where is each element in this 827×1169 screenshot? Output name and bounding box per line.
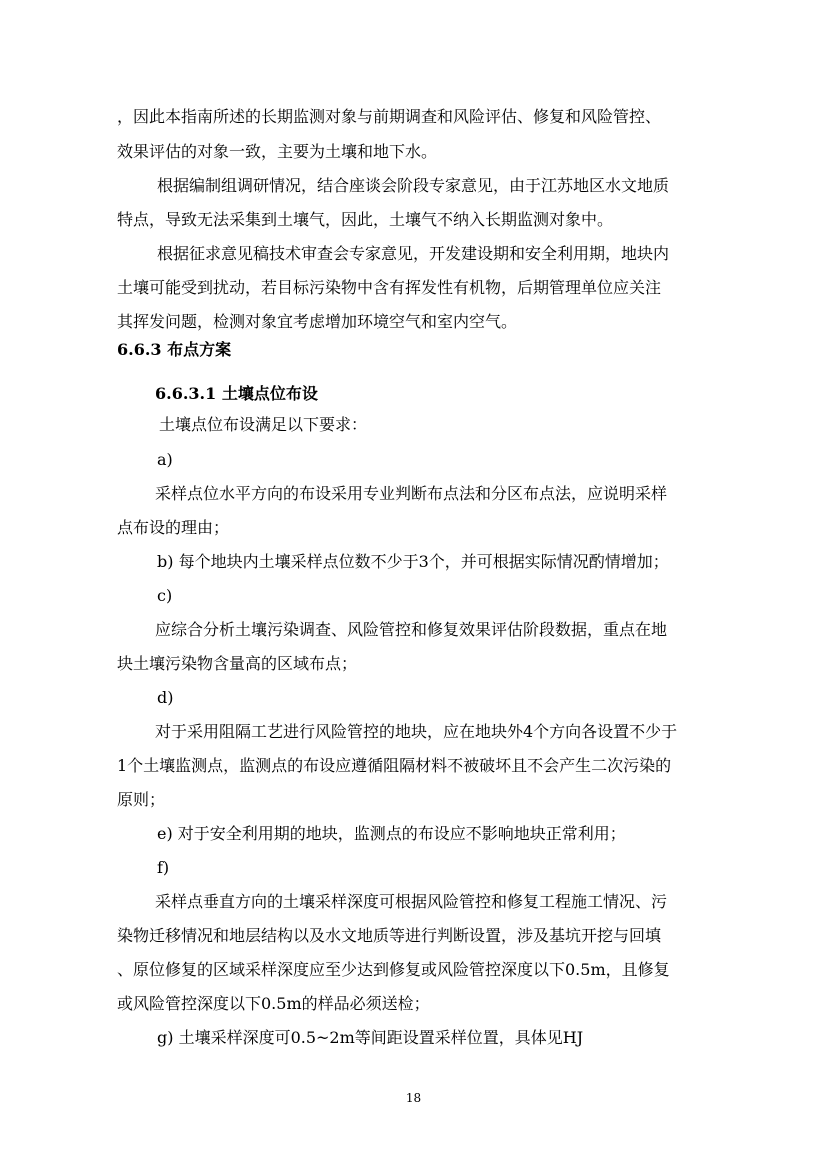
- list-item-f-line: 、原位修复的区域采样深度应至少达到修复或风险管控深度以下0.5m，且修复: [117, 960, 670, 979]
- list-item-d-line: 1个土壤监测点，监测点的布设应遵循阻隔材料不被破坏且不会产生二次污染的: [117, 756, 672, 775]
- paragraph-line: 其挥发问题，检测对象宜考虑增加环境空气和室内空气。: [117, 312, 518, 331]
- list-label-c: c): [157, 586, 173, 605]
- list-item-b: b) 每个地块内土壤采样点位数不少于3个，并可根据实际情况酌情增加；: [157, 552, 669, 571]
- list-item-f-line: 采样点垂直方向的土壤采样深度可根据风险管控和修复工程施工情况、污: [155, 892, 668, 911]
- list-item-a-line: 采样点位水平方向的布设采用专业判断布点法和分区布点法，应说明采样: [155, 484, 668, 503]
- list-label-a: a): [157, 450, 173, 469]
- list-item-c-line: 块土壤污染物含量高的区域布点；: [117, 654, 358, 673]
- list-label-d: d): [157, 688, 174, 707]
- paragraph-line: 效果评估的对象一致，主要为土壤和地下水。: [117, 142, 438, 161]
- paragraph-line: ，因此本指南所述的长期监测对象与前期调查和风险评估、修复和风险管控、: [117, 107, 662, 126]
- list-label-f: f): [157, 858, 170, 877]
- paragraph-line: 根据编制组调研情况，结合座谈会阶段专家意见，由于江苏地区水文地质: [157, 176, 670, 195]
- list-item-a-line: 点布设的理由；: [117, 518, 230, 537]
- paragraph-line: 根据征求意见稿技术审查会专家意见，开发建设期和安全利用期，地块内: [157, 244, 670, 263]
- list-item-g: g) 土壤采样深度可0.5~2m等间距设置采样位置，具体见HJ: [157, 1028, 584, 1047]
- page-number: 18: [405, 1091, 422, 1105]
- section-heading-6-6-3: 6.6.3 布点方案: [117, 340, 232, 359]
- list-item-d-line: 原则；: [117, 790, 166, 809]
- paragraph-line: 土壤可能受到扰动，若目标污染物中含有挥发性有机物，后期管理单位应关注: [117, 278, 662, 297]
- intro-text: 土壤点位布设满足以下要求：: [159, 415, 368, 434]
- section-heading-6-6-3-1: 6.6.3.1 土壤点位布设: [155, 384, 318, 403]
- list-item-d-line: 对于采用阻隔工艺进行风险管控的地块，应在地块外4个方向各设置不少于: [155, 722, 678, 741]
- list-item-f-line: 染物迁移情况和地层结构以及水文地质等进行判断设置，涉及基坑开挖与回填: [117, 926, 662, 945]
- list-item-f-line: 或风险管控深度以下0.5m的样品必须送检；: [117, 994, 430, 1013]
- list-item-e: e) 对于安全利用期的地块，监测点的布设应不影响地块正常利用；: [157, 824, 626, 843]
- list-item-c-line: 应综合分析土壤污染调查、风险管控和修复效果评估阶段数据，重点在地: [155, 620, 668, 639]
- paragraph-line: 特点，导致无法采集到土壤气，因此，土壤气不纳入长期监测对象中。: [117, 210, 614, 229]
